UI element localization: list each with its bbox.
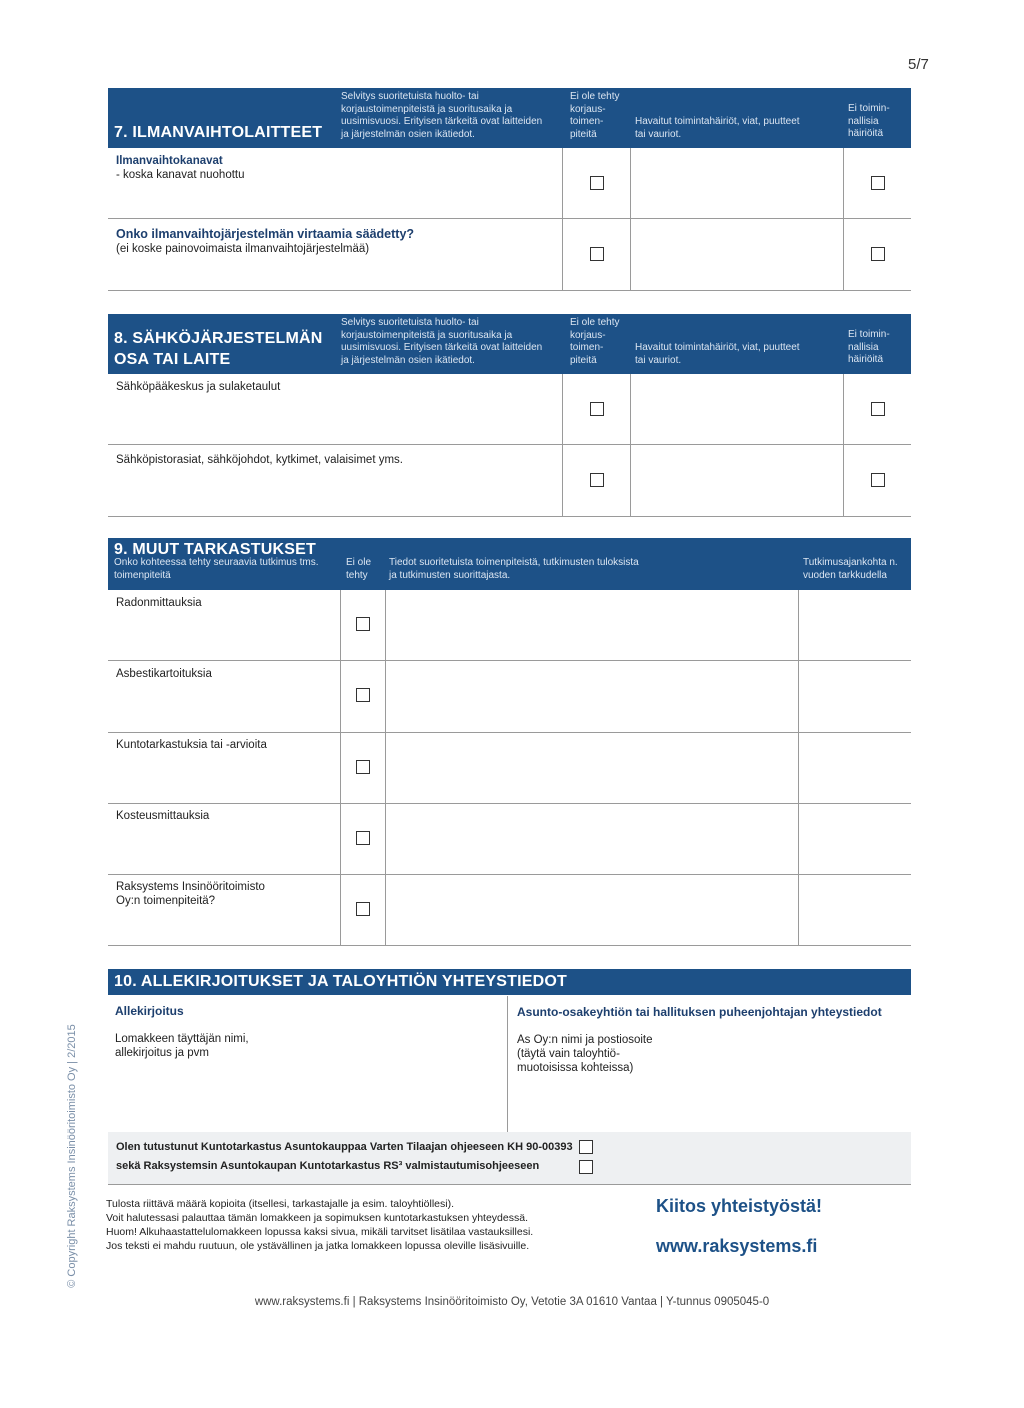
- divider: [630, 148, 631, 290]
- section7-col-not-done: Ei ole tehty korjaus-toimen-piteitä: [570, 91, 620, 140]
- divider: [798, 590, 799, 946]
- section7-row: [108, 219, 911, 291]
- contact-instructions: As Oy:n nimi ja postiosoite (täytä vain taloyhtiö-muotoisissa kohteissa): [517, 1034, 653, 1074]
- not-done-checkbox[interactable]: [356, 831, 370, 845]
- thanks-text: Kiitos yhteistyöstä!: [656, 1196, 823, 1216]
- section7-row: [108, 148, 911, 219]
- not-done-checkbox[interactable]: [356, 902, 370, 916]
- contact-heading: Asunto-osakeyhtiön tai hallituksen puheenjohtajan yhteystiedot: [517, 1005, 882, 1019]
- row-subtitle: (ei koske painovoimaista ilmanvaihtojärjestelmää): [116, 243, 370, 255]
- section8-title-line1: 8. SÄHKÖJÄRJESTELMÄN: [114, 330, 323, 347]
- note-line: Tulosta riittävä määrä kopioita (itsellesi, tarkastajalle ja esim. taloyhtiöllesi).: [106, 1198, 454, 1210]
- section8-header: [108, 314, 911, 374]
- no-issues-checkbox[interactable]: [871, 473, 885, 487]
- consent-checkbox-2[interactable]: [579, 1160, 593, 1174]
- section7-col-explanation: Selvitys suoritetuista huolto- tai korjaustoimenpiteistä ja suoritusaika ja uusimisvuosi. Erityisen tärkeitä ovat laitteiden ja järjestelmän osien ikätiedot.: [341, 91, 543, 140]
- section10-title: 10. ALLEKIRJOITUKSET JA TALOYHTIÖN YHTEYSTIEDOT: [114, 973, 568, 990]
- section9-header: [108, 538, 911, 590]
- row-title: Radonmittauksia: [116, 597, 202, 609]
- section9-col-info: Tiedot suoritetuista toimenpiteistä, tutkimusten tuloksista ja tutkimusten suorittajasta.: [389, 557, 639, 581]
- signature-heading: Allekirjoitus: [115, 1004, 184, 1018]
- section7-col-observed: Havaitut toimintahäiriöt, viat, puutteet tai vauriot.: [635, 116, 800, 140]
- section9-row: [108, 875, 911, 946]
- divider: [385, 590, 386, 946]
- divider: [843, 148, 844, 290]
- row-title: Kuntotarkastuksia tai -arvioita: [116, 739, 267, 751]
- divider: [562, 374, 563, 516]
- row-label: [116, 227, 414, 256]
- section8-row: [108, 445, 911, 517]
- row-title: Kosteusmittauksia: [116, 810, 210, 822]
- section8-col-no-issues: Ei toimin-nallisia häiriöitä: [848, 329, 890, 365]
- section9-row: [108, 804, 911, 875]
- consent-checkbox-1[interactable]: [579, 1140, 593, 1154]
- footer: www.raksystems.fi | Raksystems Insinööritoimisto Oy, Vetotie 3A 01610 Vantaa | Y-tunnus 0905045-0: [254, 1296, 770, 1308]
- section8-col-observed: Havaitut toimintahäiriöt, viat, puutteet tai vauriot.: [635, 342, 800, 366]
- page-number: 5/7: [908, 56, 929, 73]
- row-title: Asbestikartoituksia: [116, 668, 212, 680]
- section8-title: [114, 328, 322, 370]
- section9-row: [108, 590, 911, 661]
- no-issues-checkbox[interactable]: [871, 402, 885, 416]
- row-title: Ilmanvaihtokanavat: [116, 155, 223, 167]
- notes: [106, 1197, 533, 1253]
- signature-instructions: Lomakkeen täyttäjän nimi, allekirjoitus ja pvm: [115, 1033, 249, 1059]
- section8-col-not-done: Ei ole tehty korjaus-toimen-piteitä: [570, 317, 620, 366]
- not-done-checkbox[interactable]: [356, 688, 370, 702]
- not-done-checkbox[interactable]: [356, 617, 370, 631]
- note-line: Voit halutessasi palauttaa tämän lomakkeen ja sopimuksen kuntotarkastuksen yhteydessä.: [106, 1212, 528, 1224]
- note-line: Huom! Alkuhaastattelulomakkeen lopussa kaksi sivua, mikäli tarvitset lisätilaa vastauksillesi.: [106, 1226, 534, 1238]
- divider: [340, 590, 341, 946]
- not-done-checkbox[interactable]: [590, 247, 604, 261]
- divider: [843, 374, 844, 516]
- section9-row: [108, 733, 911, 804]
- row-label: [116, 154, 245, 182]
- note-line: Jos teksti ei mahdu ruutuun, ole ystävällinen ja jatka lomakkeen lopussa oleville lisäsivuille.: [106, 1240, 530, 1252]
- row-title: Sähköpistorasiat, sähköjohdot, kytkimet, valaisimet yms.: [116, 454, 403, 466]
- section10-header: [108, 969, 911, 995]
- no-issues-checkbox[interactable]: [871, 247, 885, 261]
- consent-line-2: sekä Raksystemsin Asuntokaupan Kuntotarkastus RS³ valmistautumisohjeeseen: [116, 1160, 540, 1172]
- section7-header: [108, 88, 911, 148]
- divider: [562, 148, 563, 290]
- row-subtitle: - koska kanavat nuohottu: [116, 169, 245, 181]
- section7-title: 7. ILMANVAIHTOLAITTEET: [114, 124, 323, 141]
- row-title: Sähköpääkeskus ja sulaketaulut: [116, 381, 281, 393]
- not-done-checkbox[interactable]: [590, 402, 604, 416]
- section8-row: [108, 374, 911, 445]
- section9-subtitle: Onko kohteessa tehty seuraavia tutkimus tms. toimenpiteitä: [114, 557, 319, 581]
- divider: [630, 374, 631, 516]
- not-done-checkbox[interactable]: [590, 473, 604, 487]
- website-link[interactable]: www.raksystems.fi: [656, 1236, 818, 1256]
- section7-col-no-issues: Ei toimin-nallisia häiriöitä: [848, 103, 890, 139]
- not-done-checkbox[interactable]: [356, 760, 370, 774]
- section9-row: [108, 661, 911, 733]
- consent-line-1: Olen tutustunut Kuntotarkastus Asuntokauppaa Varten Tilaajan ohjeeseen KH 90-00393: [116, 1141, 573, 1153]
- no-issues-checkbox[interactable]: [871, 176, 885, 190]
- section9-title: 9. MUUT TARKASTUKSET: [114, 541, 316, 558]
- row-title: Raksystems Insinööritoimisto Oy:n toimenpiteitä?: [116, 881, 265, 907]
- section8-col-explanation: Selvitys suoritetuista huolto- tai korjaustoimenpiteistä ja suoritusaika ja uusimisvuosi. Erityisen tärkeitä ovat laitteiden ja järjestelmän osien ikätiedot.: [341, 317, 543, 366]
- not-done-checkbox[interactable]: [590, 176, 604, 190]
- section9-col-not-done: Ei ole tehty: [346, 557, 372, 581]
- row-title: Onko ilmanvaihtojärjestelmän virtaamia säädetty?: [116, 227, 415, 241]
- section9-col-next: Tutkimusajankohta n. vuoden tarkkudella: [803, 557, 898, 581]
- copyright-vertical: © Copyright Raksystems Insinööritoimisto Oy | 2/2015: [66, 1024, 78, 1288]
- consent-box: [108, 1132, 911, 1185]
- divider: [507, 996, 508, 1132]
- section8-title-line2: OSA TAI LAITE: [114, 351, 231, 368]
